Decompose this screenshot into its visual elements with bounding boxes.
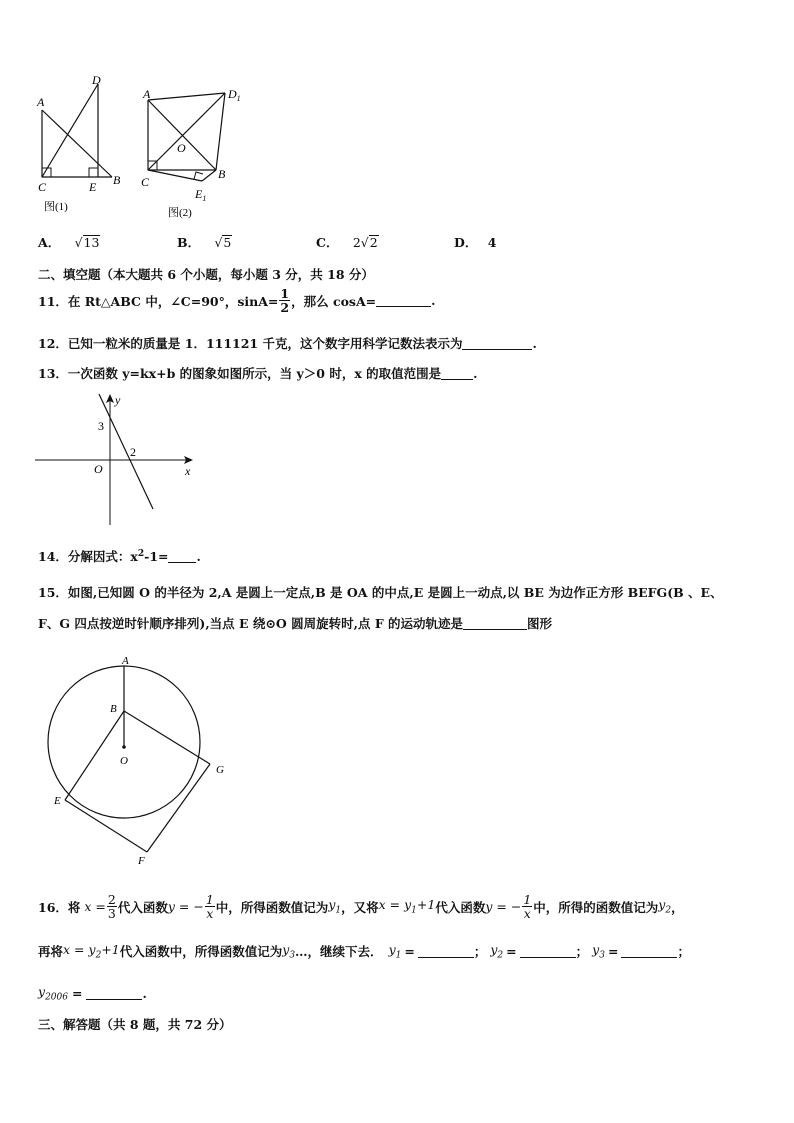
label-E1: $E_1$ <box>195 187 207 203</box>
label-D: D <box>92 73 101 87</box>
label-O: O <box>120 755 128 767</box>
question-14: 14．分解因式：$x^2-1=$ . <box>38 548 201 564</box>
figure-2 <box>138 80 253 222</box>
answer-blank <box>462 337 532 350</box>
question-16-line-2: 再将 $x = y_2+1$ 代入函数中，所得函数值记为 $y_3$ …，继续下去． $y_1$ = ； $y_2$ = ； $y_3$ = ； <box>38 942 690 961</box>
question-16-line-3: $y_{2006}$ = . <box>38 984 147 1003</box>
label-B: B <box>218 167 226 181</box>
label-D1: $D_1$ <box>228 87 241 103</box>
linear-function-graph <box>35 392 200 527</box>
label-E: E <box>54 795 61 807</box>
answer-blank <box>520 945 576 958</box>
label-F: F <box>138 855 145 867</box>
question-13: 13．一次函数 y=kx+b 的图象如图所示，当 y＞0 时，x 的取值范围是 . <box>38 366 478 381</box>
answer-blank <box>441 367 473 380</box>
q10-option-c: C． 2√2 <box>316 235 378 250</box>
label-C: C <box>38 180 47 194</box>
fraction: $\frac{1}{x}$ <box>523 892 532 922</box>
radicand: 13 <box>83 235 100 250</box>
caption-fig2: 图(2) <box>168 207 192 219</box>
label-O: O <box>177 141 186 155</box>
answer-blank <box>418 945 474 958</box>
question-12: 12．已知一粒米的质量是 1．111121 千克，这个数字用科学记数法表示为 . <box>38 336 537 351</box>
q10-option-a: A． √13 <box>38 235 100 250</box>
label-A: A <box>122 655 129 667</box>
answer-blank <box>86 987 142 1000</box>
answer-blank <box>376 294 431 307</box>
figure-1 <box>28 72 138 220</box>
label-E: E <box>89 180 97 194</box>
x-intercept-label: 2 <box>130 445 136 459</box>
answer-blank <box>168 550 196 563</box>
y-intercept-label: 3 <box>98 419 104 433</box>
question-11: 11．在 Rt△ABC 中，∠C=90°，sinA= $\frac{1}{2}$ ，那么 cosA= . <box>38 286 436 316</box>
section-3-heading: 三、解答题（共 8 题，共 72 分） <box>38 1017 232 1032</box>
question-16-line-1: 16．将 x = $\frac{2}{3}$ 代入函数 y = − $\frac{1}{x}$ 中，所得函数值记为 $y_1$ ，又将 $x = y_1+1$ 代入函数 y = − $\frac{1}{x}$ 中，所得的函数值记为 $y_2$ ， <box>38 892 684 922</box>
fraction: $\frac{1}{x}$ <box>205 892 214 922</box>
label-A: A <box>143 87 151 101</box>
y-axis-label: y <box>115 393 121 407</box>
q10-option-d: D． 4 <box>454 235 497 250</box>
q10-option-b: B． √5 <box>177 235 232 250</box>
label-B: B <box>110 703 117 715</box>
label-G: G <box>216 764 224 776</box>
radicand: 2 <box>369 235 378 250</box>
question-15-line-2: F、G 四点按逆时针顺序排列),当点 E 绕⊙O 圆周旋转时,点 F 的运动轨迹是 图形 <box>38 616 553 631</box>
origin-label: O <box>94 462 103 476</box>
label-C: C <box>141 175 150 189</box>
answer-blank <box>621 945 677 958</box>
section-2-heading: 二、填空题（本大题共 6 个小题，每小题 3 分，共 18 分） <box>38 267 374 282</box>
x-axis-label: x <box>185 464 191 478</box>
label-B: B <box>113 173 121 187</box>
answer-blank <box>463 617 527 630</box>
radicand: 5 <box>223 235 232 250</box>
circle-square-figure <box>40 652 240 872</box>
fraction: $\frac{1}{2}$ <box>280 286 290 316</box>
question-15-line-1: 15．如图,已知圆 O 的半径为 2,A 是圆上一定点,B 是 OA 的中点,E 是圆上一动点,以 BE 为边作正方形 BEFG(B 、E、 <box>38 585 723 600</box>
caption-fig1: 图(1) <box>44 201 68 213</box>
label-A: A <box>37 95 45 109</box>
fraction: $\frac{2}{3}$ <box>107 892 116 922</box>
